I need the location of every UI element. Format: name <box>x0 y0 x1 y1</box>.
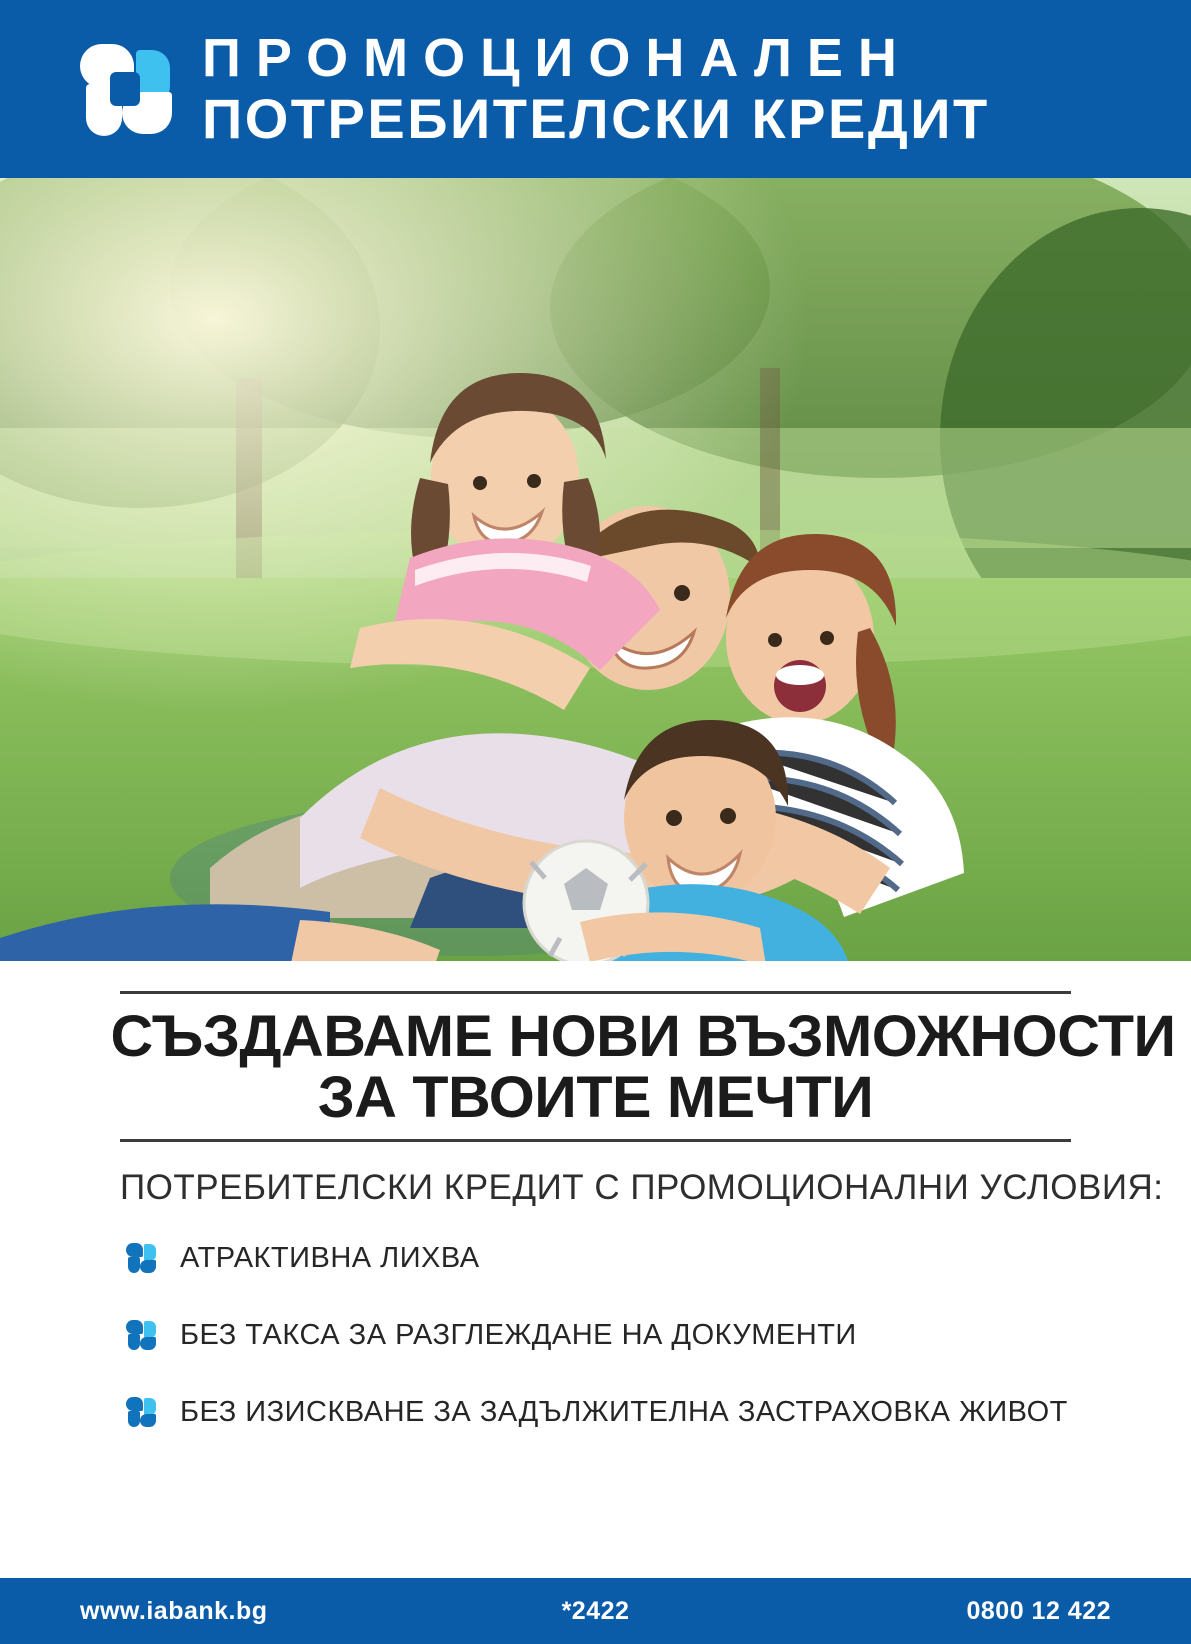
list-item <box>126 1396 1071 1429</box>
list-item <box>126 1319 1071 1352</box>
poster-header <box>0 0 1191 178</box>
footer-website[interactable]: www.iabank.bg <box>80 1596 268 1625</box>
benefit-label: БЕЗ ТАКСА ЗА РАЗГЛЕЖДАНЕ НА ДОКУМЕНТИ <box>180 1318 857 1351</box>
headline-rule-bottom <box>120 1139 1071 1142</box>
footer-phone[interactable]: 0800 12 422 <box>966 1596 1112 1625</box>
header-title-line2: ПОТРЕБИТЕЛСКИ КРЕДИТ <box>202 86 990 150</box>
headline-line-1: СЪЗДАВАМЕ НОВИ ВЪЗМОЖНОСТИ <box>110 1004 1176 1069</box>
headline-line-2: ЗА ТВОИТЕ МЕЧТИ <box>317 1065 874 1131</box>
list-item <box>126 1242 1071 1275</box>
header-title-block <box>202 27 990 150</box>
benefit-label: БЕЗ ИЗИСКВАНЕ ЗА ЗАДЪЛЖИТЕЛНА ЗАСТРАХОВКА ЖИВОТ <box>180 1395 1068 1428</box>
iabank-bullet-icon <box>126 1320 156 1350</box>
iabank-logo-icon <box>80 44 172 136</box>
iabank-bullet-icon <box>126 1243 156 1273</box>
page-title <box>110 994 1176 1139</box>
iabank-bullet-icon <box>126 1397 156 1427</box>
header-title-line1: ПРОМОЦИОНАЛЕН <box>202 27 912 88</box>
poster-footer <box>0 1578 1191 1644</box>
hero-photo-graphic <box>0 178 1191 961</box>
benefit-label: АТРАКТИВНА ЛИХВА <box>180 1241 480 1274</box>
hero-photo <box>0 178 1191 961</box>
footer-short-number[interactable]: *2422 <box>561 1596 630 1625</box>
benefits-list <box>120 1242 1071 1429</box>
poster-body <box>0 961 1191 1578</box>
subheadline: ПОТРЕБИТЕЛСКИ КРЕДИТ С ПРОМОЦИОНАЛНИ УСЛОВИЯ: <box>120 1167 1164 1207</box>
